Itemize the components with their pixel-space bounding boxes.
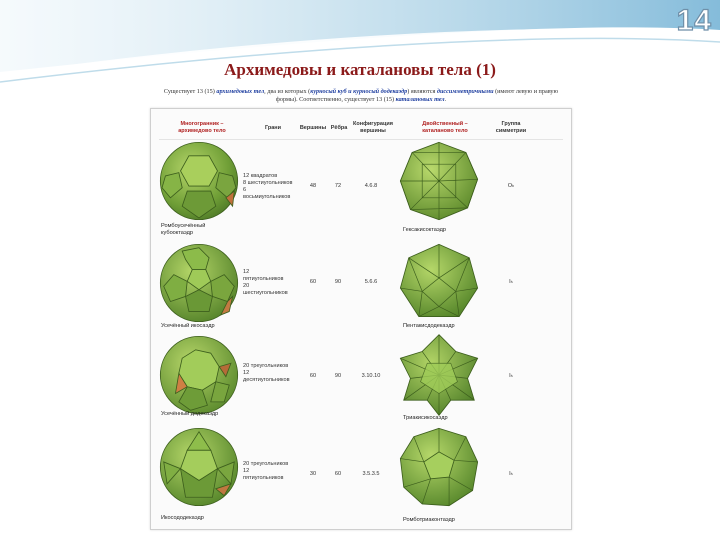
header-faces: Грани xyxy=(264,125,282,131)
row1-edges: 72 xyxy=(334,183,342,189)
intro-part-5: . xyxy=(444,96,447,103)
row4-symmetry: Iₕ xyxy=(509,471,513,477)
header-vertices: Вершины xyxy=(299,125,327,131)
header-edges: Рёбра xyxy=(330,125,348,131)
header-archimedean: Многогранник – архимедово тело xyxy=(178,121,226,134)
row2-vertices: 60 xyxy=(309,279,317,285)
slide-title: Архимедовы и каталановы тела (1) xyxy=(224,60,496,79)
slide-number: 14 xyxy=(676,4,712,37)
row1-archimedean-name: Ромбоусечённый кубооктаэдр xyxy=(161,223,206,236)
intro-emphasis-2: курносый куб и курносый додекаэдр xyxy=(310,88,408,95)
pentakis-dodecahedron-image xyxy=(397,241,481,325)
row3-faces: 20 треугольников 12 десятиугольников xyxy=(243,363,290,383)
row1-vertices: 48 xyxy=(309,183,317,189)
intro-text xyxy=(160,88,562,104)
intro-part-4: (имеют левую и правую формы). Соответственно, существует 13 (15) xyxy=(275,88,559,103)
intro-part-3: ) являются xyxy=(407,88,437,95)
row3-config: 3.10.10 xyxy=(361,373,381,379)
header-config: Конфигурация вершины xyxy=(353,121,393,134)
rhombitruncated-cuboctahedron-image xyxy=(157,139,241,223)
polyhedra-table xyxy=(150,108,572,530)
row1-catalan-name: Гексакисоктаэдр xyxy=(403,227,446,233)
row2-faces: 12 пятиугольников 20 шестиугольников xyxy=(243,269,288,296)
row4-faces: 20 треугольников 12 пятиугольников xyxy=(243,461,289,481)
row2-catalan-name: Пентакисдодекаэдр xyxy=(403,323,455,329)
triakis-icosahedron-image xyxy=(397,333,481,417)
truncated-dodecahedron-image xyxy=(157,333,241,417)
row3-archimedean-name: Усечённый додекаэдр xyxy=(161,411,219,417)
row2-symmetry: Iₕ xyxy=(509,279,513,285)
row3-edges: 90 xyxy=(334,373,342,379)
row4-catalan-name: Ромботриаконтаэдр xyxy=(403,517,455,523)
intro-part-1: Существует 13 (15) xyxy=(163,88,217,95)
row2-edges: 90 xyxy=(334,279,342,285)
truncated-icosahedron-image xyxy=(157,241,241,325)
row2-config: 5.6.6 xyxy=(364,279,378,285)
row4-edges: 60 xyxy=(334,471,342,477)
row3-vertices: 60 xyxy=(309,373,317,379)
row1-config: 4.6.8 xyxy=(364,183,378,189)
rhombic-triacontahedron-image xyxy=(397,425,481,509)
row4-archimedean-name: Икосододекаэдр xyxy=(161,515,204,521)
header-catalan: Двойственный – каталаново тело xyxy=(422,121,468,134)
row1-faces: 12 квадратов 8 шестиугольников 6 восьмиугольников xyxy=(243,173,293,200)
row4-vertices: 30 xyxy=(309,471,317,477)
row2-archimedean-name: Усечённый икосаэдр xyxy=(161,323,215,329)
intro-emphasis-1: архимедовых тел xyxy=(216,88,265,95)
row1-symmetry: Oₕ xyxy=(507,183,515,189)
header-symmetry: Группа симметрии xyxy=(495,121,527,134)
row4-config: 3.5.3.5 xyxy=(362,471,380,477)
intro-emphasis-3: диссимметричными xyxy=(436,88,494,95)
row3-symmetry: Iₕ xyxy=(509,373,513,379)
row3-catalan-name: Триакисикосаэдр xyxy=(403,415,448,421)
intro-emphasis-4: каталановых тел xyxy=(395,96,445,103)
intro-part-2: , два из которых ( xyxy=(264,88,311,95)
hexakis-octahedron-image xyxy=(397,139,481,223)
icosidodecahedron-image xyxy=(157,425,241,509)
